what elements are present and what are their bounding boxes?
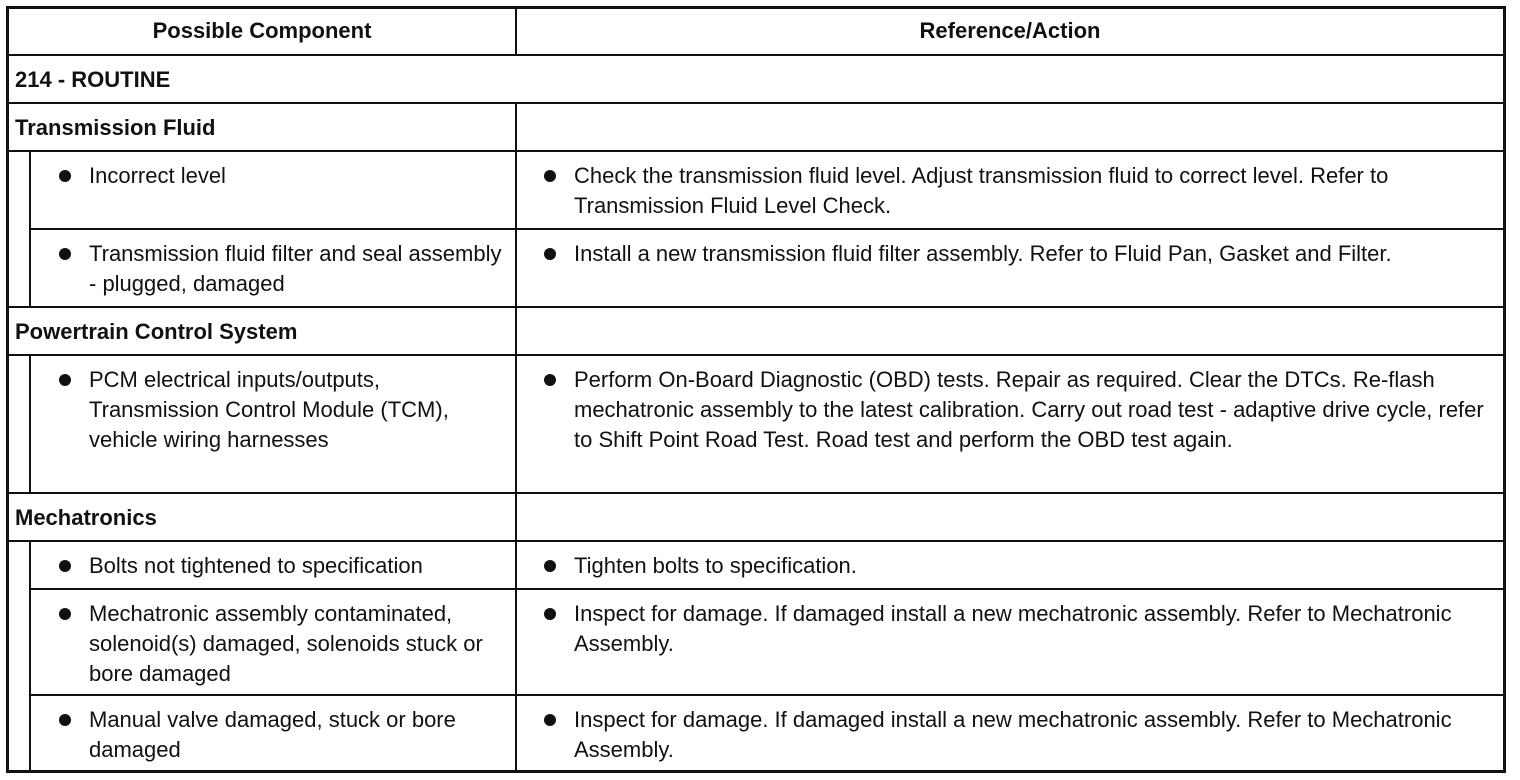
component-text: PCM electrical inputs/outputs, Transmission Control Module (TCM), vehicle wiring harnesses [89,367,449,452]
component-text: Incorrect level [89,163,226,188]
table-row [9,590,1503,694]
bullet-icon [59,170,71,182]
bullet-icon [59,374,71,386]
section-title: Transmission Fluid [15,115,216,140]
action-text: Install a new transmission fluid filter assembly. Refer to Fluid Pan, Gasket and Filter. [574,241,1392,266]
section-row [9,104,1503,150]
routine-title: 214 - ROUTINE [15,67,171,92]
bullet-icon [544,248,556,260]
component-text: Mechatronic assembly contaminated, solenoid(s) damaged, solenoids stuck or bore damaged [89,601,483,686]
section-title: Powertrain Control System [15,319,298,344]
action-text: Inspect for damage. If damaged install a new mechatronic assembly. Refer to Mechatronic Assembly. [574,601,1452,656]
table-row [9,696,1503,770]
bullet-icon [544,560,556,572]
table-header-row [9,9,1503,54]
bullet-icon [59,560,71,572]
bullet-icon [544,374,556,386]
bullet-icon [59,608,71,620]
routine-row [9,56,1503,102]
component-text: Transmission fluid filter and seal assembly - plugged, damaged [89,241,502,296]
action-text: Inspect for damage. If damaged install a new mechatronic assembly. Refer to Mechatronic Assembly. [574,707,1452,762]
header-reference-action: Reference/Action [919,18,1101,43]
bullet-icon [544,608,556,620]
section-row [9,494,1503,540]
table-row [9,152,1503,228]
section-row [9,308,1503,354]
bullet-icon [59,714,71,726]
action-text: Tighten bolts to specification. [574,553,857,578]
action-text: Perform On-Board Diagnostic (OBD) tests. Repair as required. Clear the DTCs. Re-flash mechatronic assembly to the latest calibration. Carry out road test - adaptive drive cycle, refer to Shift Point Road Test. Road test and perform the OBD test again. [574,367,1484,452]
component-text: Bolts not tightened to specification [89,553,423,578]
bullet-icon [544,714,556,726]
section-title: Mechatronics [15,505,157,530]
table-row [9,542,1503,588]
bullet-icon [59,248,71,260]
bullet-icon [544,170,556,182]
component-text: Manual valve damaged, stuck or bore damaged [89,707,456,762]
table-row [9,356,1503,492]
table-row [9,230,1503,306]
diagnostic-table [6,6,1506,773]
header-possible-component: Possible Component [152,18,372,43]
action-text: Check the transmission fluid level. Adjust transmission fluid to correct level. Refer to Transmission Fluid Level Check. [574,163,1389,218]
